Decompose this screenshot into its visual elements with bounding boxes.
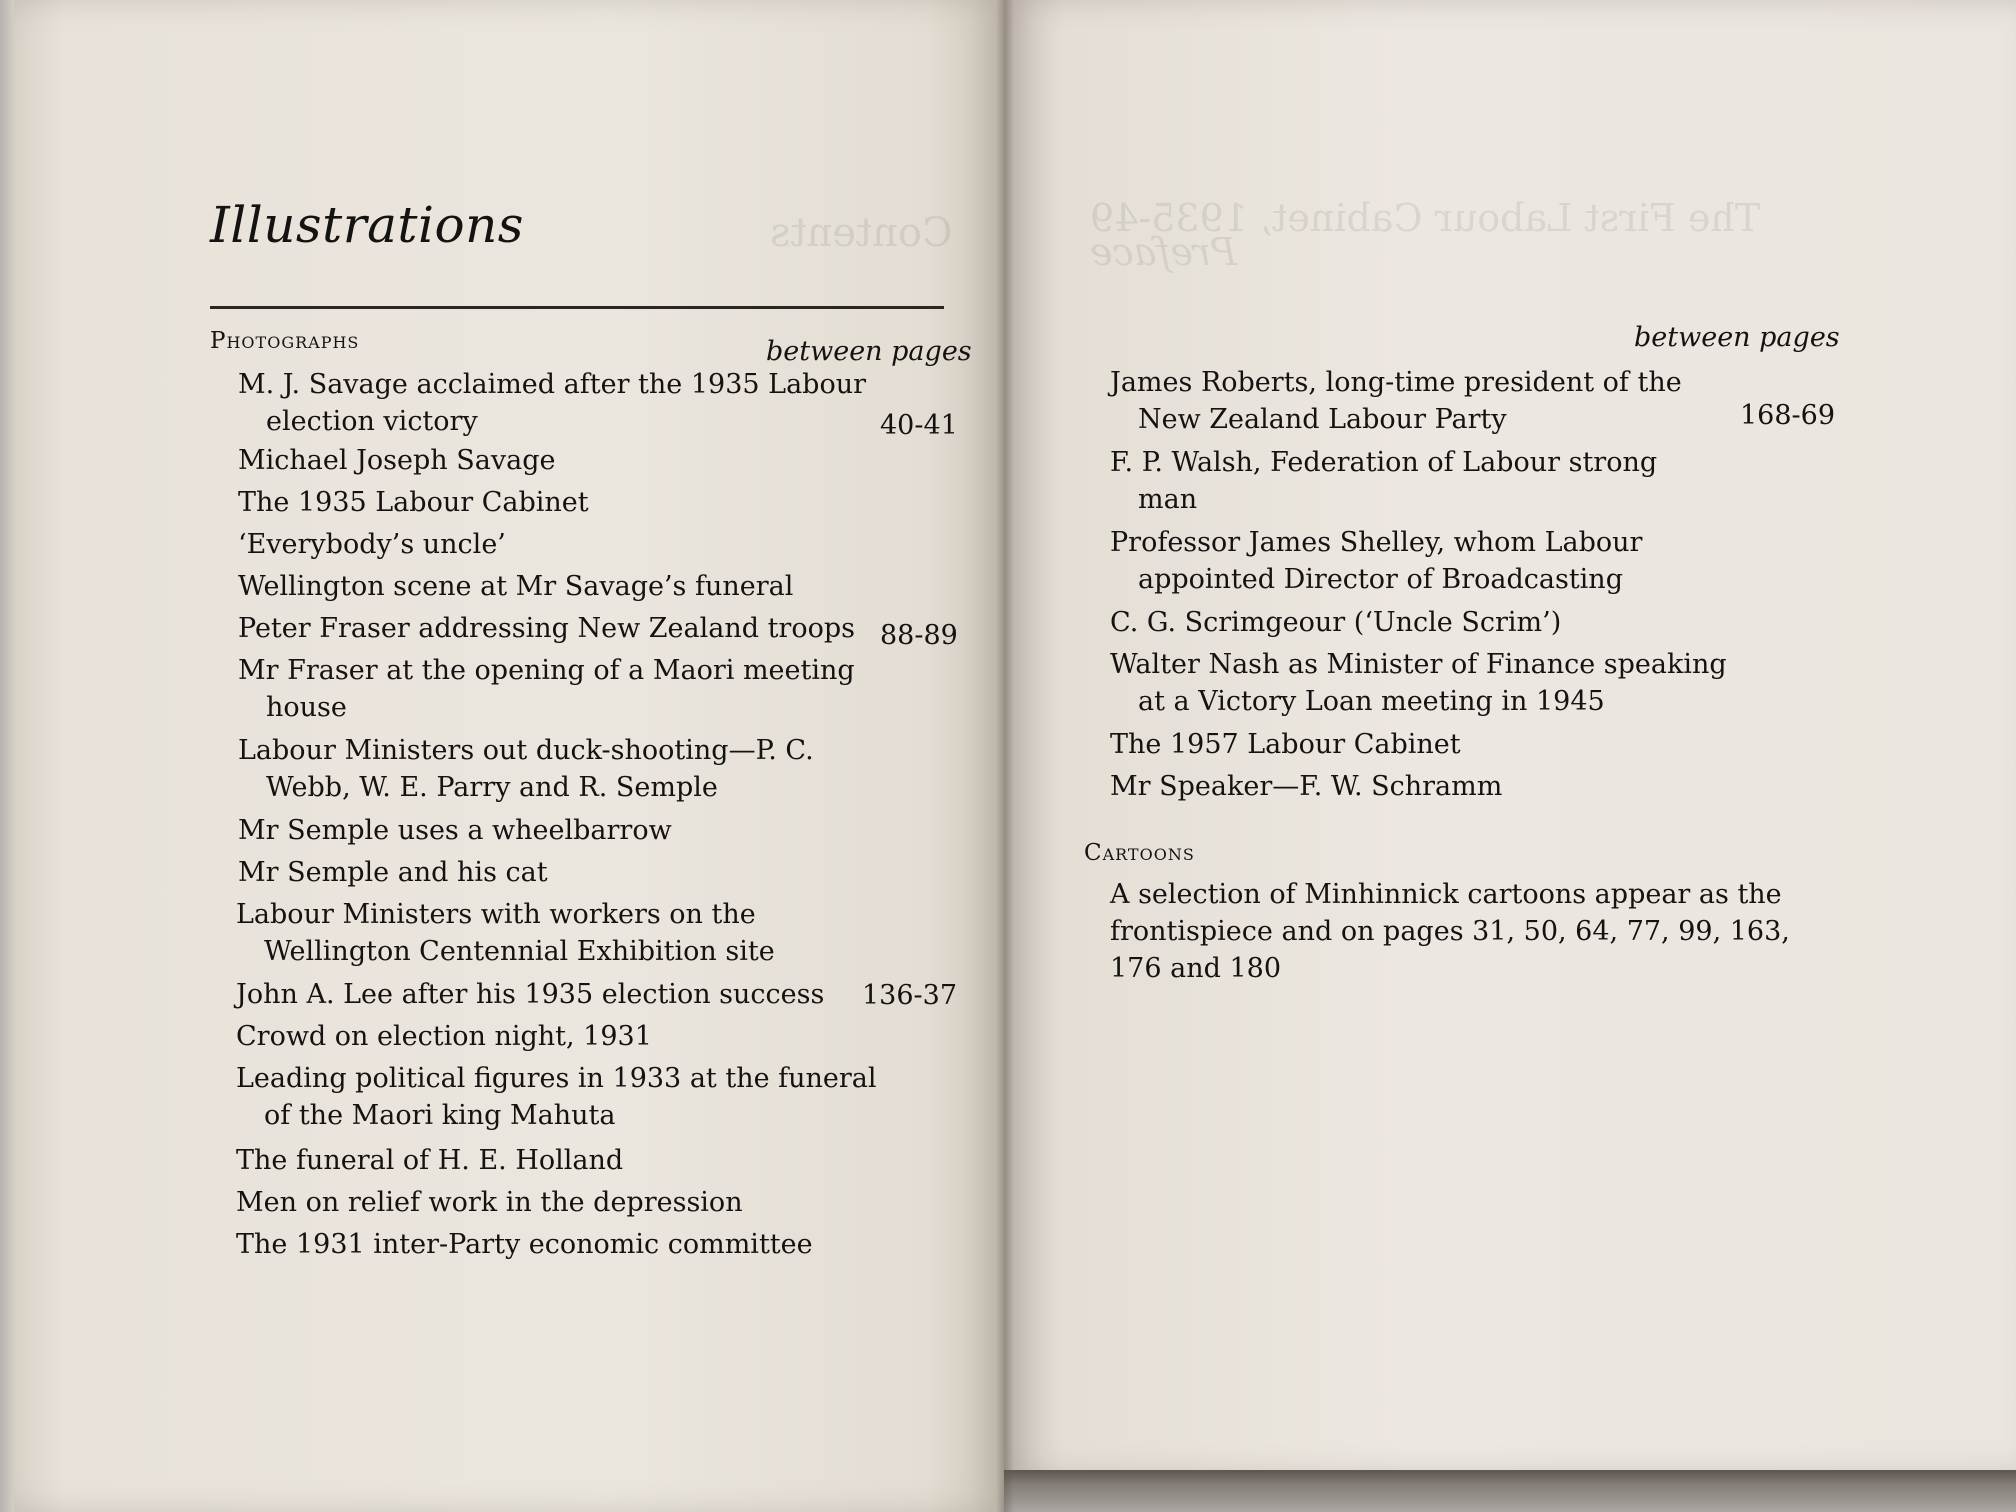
cartoons-description: A selection of Minhinnick cartoons appear as the frontispiece and on pages 31, 50, 64, 77, 99, 163, 176 and 180 bbox=[1110, 879, 1790, 984]
entry-line: Wellington Centennial Exhibition site bbox=[264, 936, 775, 967]
entry-left-14 bbox=[236, 1060, 877, 1134]
entry-line: James Roberts, long-time president of the bbox=[1110, 367, 1682, 398]
entry-right-5 bbox=[1110, 646, 1727, 720]
entry-left-10: Mr Semple and his cat bbox=[238, 857, 548, 888]
entry-left-3: The 1935 Labour Cabinet bbox=[238, 487, 589, 518]
entry-line: Labour Ministers out duck-shooting—P. C. bbox=[238, 735, 814, 766]
show-through-contents: Contents bbox=[770, 210, 953, 256]
book-bottom-edge bbox=[1004, 1470, 2016, 1512]
entry-line: M. J. Savage acclaimed after the 1935 Labour bbox=[238, 369, 867, 400]
entry-line: New Zealand Labour Party bbox=[1138, 404, 1507, 435]
entry-left-8 bbox=[238, 732, 814, 806]
entry-left-5: Wellington scene at Mr Savage’s funeral bbox=[238, 571, 794, 602]
photographs-label: Photographs bbox=[210, 328, 360, 354]
show-through-preface: Preface bbox=[1090, 230, 1237, 274]
page-range-3: 136-37 bbox=[862, 980, 958, 1011]
between-pages-label-right: between pages bbox=[1634, 322, 1840, 353]
entry-right-6: The 1957 Labour Cabinet bbox=[1110, 729, 1461, 760]
entry-line: at a Victory Loan meeting in 1945 bbox=[1138, 686, 1605, 717]
entry-right-1 bbox=[1110, 364, 1682, 438]
entry-right-3 bbox=[1110, 524, 1642, 598]
book-gutter bbox=[996, 0, 1014, 1512]
entry-line: F. P. Walsh, Federation of Labour strong bbox=[1110, 447, 1658, 478]
page-range-4: 168-69 bbox=[1740, 400, 1836, 431]
entry-line: appointed Director of Broadcasting bbox=[1138, 564, 1623, 595]
entry-left-13: Crowd on election night, 1931 bbox=[236, 1021, 652, 1052]
entry-line: Labour Ministers with workers on the bbox=[236, 899, 756, 930]
entry-line: election victory bbox=[266, 406, 478, 437]
cartoons-label: Cartoons bbox=[1084, 840, 1195, 866]
entry-line: Mr Fraser at the opening of a Maori meeting bbox=[238, 655, 855, 686]
entry-left-15: The funeral of H. E. Holland bbox=[236, 1145, 624, 1176]
entry-line: Leading political figures in 1933 at the funeral bbox=[236, 1063, 877, 1094]
page-title: Illustrations bbox=[210, 196, 524, 254]
entry-left-2: Michael Joseph Savage bbox=[238, 445, 556, 476]
entry-right-4: C. G. Scrimgeour (‘Uncle Scrim’) bbox=[1110, 607, 1562, 638]
page-range-1: 40-41 bbox=[880, 410, 958, 441]
entry-left-4: ‘Everybody’s uncle’ bbox=[238, 529, 506, 560]
entry-line: Walter Nash as Minister of Finance speaking bbox=[1110, 649, 1727, 680]
entry-left-9: Mr Semple uses a wheelbarrow bbox=[238, 815, 672, 846]
entry-left-7 bbox=[238, 652, 855, 726]
between-pages-label-left: between pages bbox=[766, 336, 972, 367]
entry-line: man bbox=[1138, 484, 1198, 515]
entry-line: house bbox=[266, 692, 347, 723]
title-rule bbox=[210, 306, 944, 309]
entry-line: of the Maori king Mahuta bbox=[264, 1100, 616, 1131]
entry-left-6: Peter Fraser addressing New Zealand troops bbox=[238, 613, 855, 644]
entry-line: Webb, W. E. Parry and R. Semple bbox=[266, 772, 718, 803]
entry-left-1 bbox=[238, 366, 866, 440]
entry-line: Professor James Shelley, whom Labour bbox=[1110, 527, 1643, 558]
entry-right-2 bbox=[1110, 444, 1657, 518]
page-range-2: 88-89 bbox=[880, 620, 958, 651]
show-through-title: The First Labour Cabinet, 1935-49 bbox=[1090, 196, 1761, 240]
entry-left-16: Men on relief work in the depression bbox=[236, 1187, 743, 1218]
entry-right-7: Mr Speaker—F. W. Schramm bbox=[1110, 771, 1503, 802]
entry-left-11 bbox=[236, 896, 775, 970]
entry-left-12: John A. Lee after his 1935 election success bbox=[236, 979, 825, 1010]
entry-left-17: The 1931 inter-Party economic committee bbox=[236, 1229, 813, 1260]
